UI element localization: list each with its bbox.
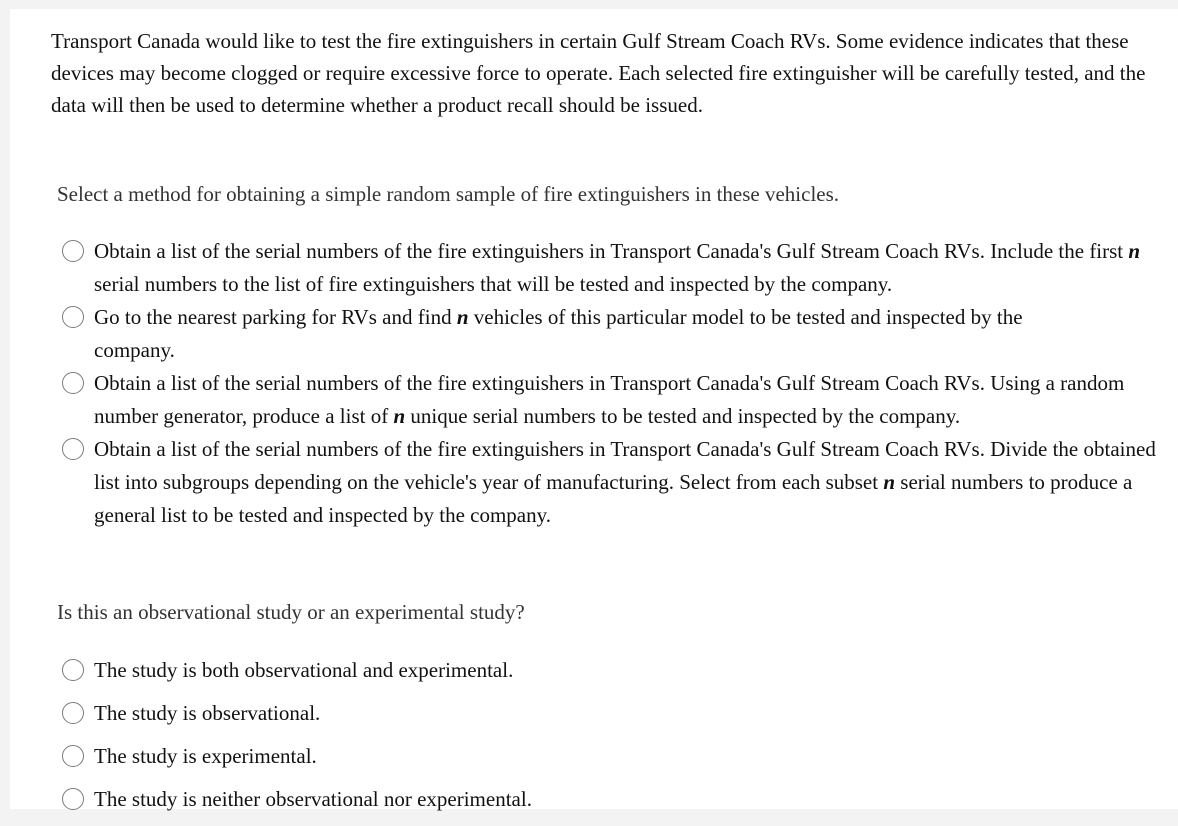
radio-button-icon[interactable] — [62, 372, 84, 394]
question-1-options — [62, 235, 1172, 532]
q1-option-1[interactable] — [62, 235, 1172, 301]
option-text: The study is observational. — [94, 701, 321, 725]
question-2-prompt: Is this an observational study or an experimental study? — [57, 600, 525, 624]
option-text: Obtain a list of the serial numbers of the fire extinguishers in Transport Canada's Gulf Stream Coach RVs. Using a random number generator, produce a list of n unique serial numbers to be tested and inspected by the company. — [94, 371, 1125, 428]
q2-option-3[interactable] — [62, 740, 1172, 773]
q2-option-2[interactable] — [62, 697, 1172, 730]
radio-button-icon[interactable] — [62, 788, 84, 810]
radio-button-icon[interactable] — [62, 306, 84, 328]
q1-option-3[interactable] — [62, 367, 1172, 433]
question-1-prompt: Select a method for obtaining a simple random sample of fire extinguishers in these vehicles. — [57, 182, 840, 206]
radio-button-icon[interactable] — [62, 240, 84, 262]
radio-button-icon[interactable] — [62, 659, 84, 681]
option-text: The study is both observational and experimental. — [94, 658, 514, 682]
q1-option-4[interactable] — [62, 433, 1172, 532]
q1-option-2[interactable] — [62, 301, 1172, 367]
option-text: Obtain a list of the serial numbers of the fire extinguishers in Transport Canada's Gulf Stream Coach RVs. Divide the obtained list into subgroups depending on the vehicle's year of manufacturing. Select from each subset n serial numbers to produce a general list to be tested and inspected by the company. — [94, 437, 1156, 527]
radio-button-icon[interactable] — [62, 745, 84, 767]
option-text: Obtain a list of the serial numbers of the fire extinguishers in Transport Canada's Gulf Stream Coach RVs. Include the first n serial numbers to the list of fire extinguishers that will be tested and inspected by the company. — [94, 239, 1141, 296]
radio-button-icon[interactable] — [62, 438, 84, 460]
problem-intro: Transport Canada would like to test the fire extinguishers in certain Gulf Stream Coach RVs. Some evidence indicates that these devices may become clogged or require excessive force to operate. Each selected fire extinguisher will be carefully tested, and the data will then be used to determine whether a product recall should be issued. — [51, 29, 1146, 117]
q2-option-1[interactable] — [62, 654, 1172, 687]
option-text: The study is experimental. — [94, 744, 317, 768]
question-2-options — [62, 654, 1172, 826]
q2-option-4[interactable] — [62, 783, 1172, 816]
radio-button-icon[interactable] — [62, 702, 84, 724]
question-card — [10, 9, 1178, 809]
option-text: Go to the nearest parking for RVs and find n vehicles of this particular model to be tested and inspected by the company. — [94, 305, 1023, 362]
option-text: The study is neither observational nor experimental. — [94, 787, 532, 811]
